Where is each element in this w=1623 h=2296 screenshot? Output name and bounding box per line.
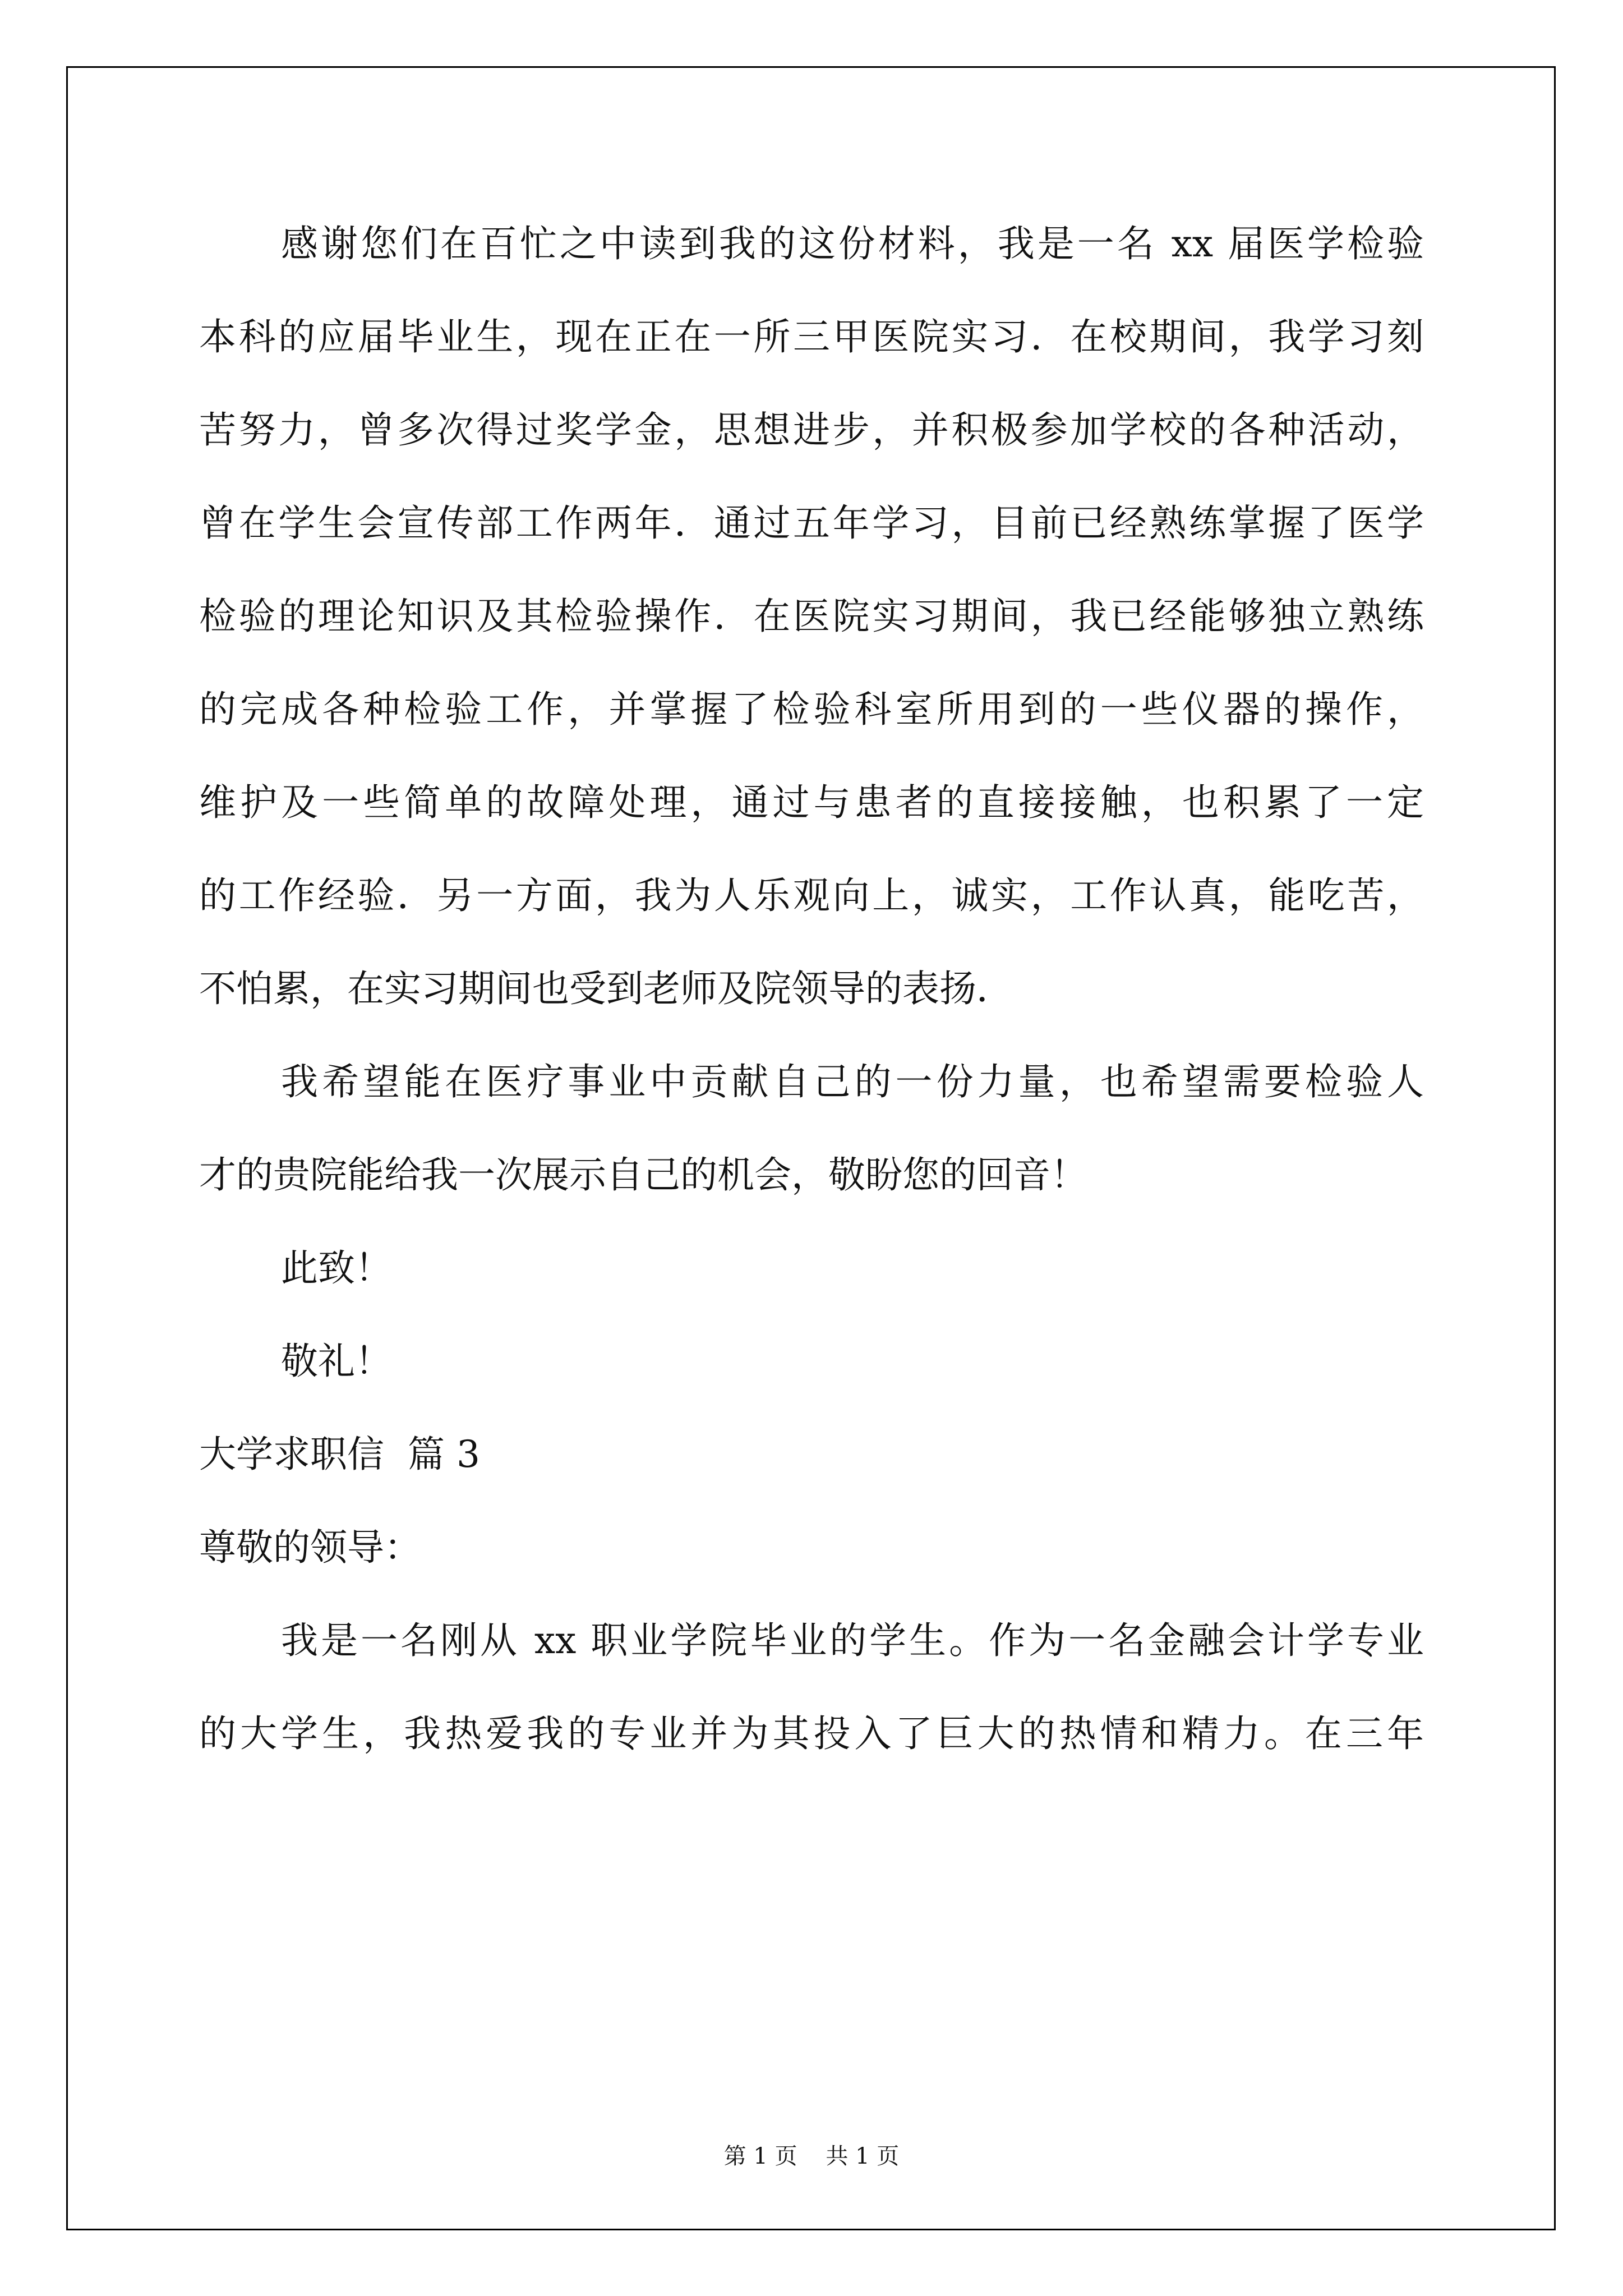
closing-regards: 敬礼！ xyxy=(281,1340,392,1383)
letter-greeting: 尊敬的领导： xyxy=(199,1526,421,1569)
paragraph-1-line-3: 苦努力，曾多次得过奖学金，思想进步，并积极参加学校的各种活动， xyxy=(199,408,1424,452)
paragraph-1-line-9: 不怕累，在实习期间也受到老师及院领导的表扬． xyxy=(199,967,1013,1010)
paragraph-2-line-1: 我希望能在医疗事业中贡献自己的一份力量，也希望需要检验人 xyxy=(281,1060,1424,1103)
paragraph-1-line-6: 的完成各种检验工作，并掌握了检验科室所用到的一些仪器的操作， xyxy=(199,688,1424,731)
paragraph-2-line-2: 才的贵院能给我一次展示自己的机会，敬盼您的回音！ xyxy=(199,1153,1087,1197)
section-heading: 大学求职信 篇 3 xyxy=(199,1433,480,1476)
document-body xyxy=(199,213,1424,1796)
paragraph-1-line-2: 本科的应届毕业生，现在正在一所三甲医院实习．在校期间，我学习刻 xyxy=(199,315,1424,358)
page-number: 第 1 页 共 1 页 xyxy=(723,2143,900,2169)
paragraph-1-line-5: 检验的理论知识及其检验操作．在医院实习期间，我已经能够独立熟练 xyxy=(199,595,1424,638)
paragraph-1-line-1: 感谢您们在百忙之中读到我的这份材料，我是一名 xx 届医学检验 xyxy=(281,222,1424,265)
paragraph-3-line-2: 的大学生，我热爱我的专业并为其投入了巨大的热情和精力。在三年 xyxy=(199,1712,1424,1755)
paragraph-1-line-4: 曾在学生会宣传部工作两年．通过五年学习，目前已经熟练掌握了医学 xyxy=(199,501,1424,545)
paragraph-1-line-8: 的工作经验．另一方面，我为人乐观向上，诚实，工作认真，能吃苦， xyxy=(199,874,1424,917)
paragraph-3-line-1: 我是一名刚从 xx 职业学院毕业的学生。作为一名金融会计学专业 xyxy=(281,1619,1424,1662)
paragraph-1-line-7: 维护及一些简单的故障处理，通过与患者的直接接触，也积累了一定 xyxy=(199,781,1424,824)
closing-salutation: 此致！ xyxy=(281,1246,392,1290)
